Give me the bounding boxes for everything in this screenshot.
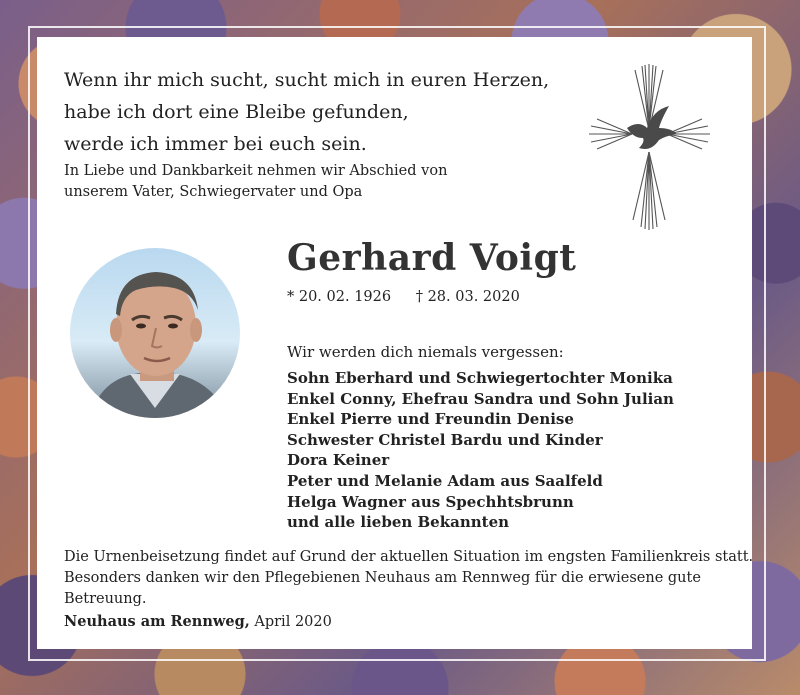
mourners-list xyxy=(287,368,674,533)
obituary-card xyxy=(37,37,752,649)
portrait-photo xyxy=(70,248,240,418)
list-item: Helga Wagner aus Spechhtsbrunn xyxy=(287,492,574,511)
life-dates xyxy=(287,289,520,305)
farewell-intro xyxy=(64,161,447,203)
notice-line: Besonders danken wir den Pflegebienen Neuhaus am Rennweg für die erwiesene gute xyxy=(64,570,701,586)
place: Neuhaus am Rennweg, xyxy=(64,613,250,630)
mourners-intro: Wir werden dich niemals vergessen: xyxy=(287,343,564,361)
list-item: Sohn Eberhard und Schwiegertochter Monika xyxy=(287,369,673,387)
notice-line: Die Urnenbeisetzung findet auf Grund der aktuellen Situation im engsten Familienkreis statt. xyxy=(64,549,754,565)
verse-line: habe ich dort eine Bleibe gefunden, xyxy=(64,101,409,123)
notice-line: Betreuung. xyxy=(64,591,147,607)
verse-line: werde ich immer bei euch sein. xyxy=(64,133,367,155)
list-item: Schwester Christel Bardu und Kinder xyxy=(287,430,603,449)
burial-notice xyxy=(64,547,753,610)
intro-line: unserem Vater, Schwiegervater und Opa xyxy=(64,184,363,200)
list-item: und alle lieben Bekannten xyxy=(287,513,510,532)
birth-date: * 20. 02. 1926 xyxy=(287,289,392,305)
list-item: Peter und Melanie Adam aus Saalfeld xyxy=(287,471,603,490)
list-item: Enkel Pierre und Freundin Denise xyxy=(287,410,574,429)
death-date: † 28. 03. 2020 xyxy=(415,289,520,305)
date: April 2020 xyxy=(254,614,332,630)
list-item: Dora Keiner xyxy=(287,451,390,470)
list-item: Enkel Conny, Ehefrau Sandra und Sohn Julian xyxy=(287,389,674,408)
intro-line: In Liebe und Dankbarkeit nehmen wir Abschied von xyxy=(64,163,448,179)
verse-line: Wenn ihr mich sucht, sucht mich in euren Herzen, xyxy=(64,69,550,91)
place-and-date xyxy=(64,613,332,630)
memorial-verse xyxy=(64,64,549,160)
deceased-name: Gerhard Voigt xyxy=(287,237,577,279)
radiant-cross-with-dove-icon xyxy=(587,62,712,232)
